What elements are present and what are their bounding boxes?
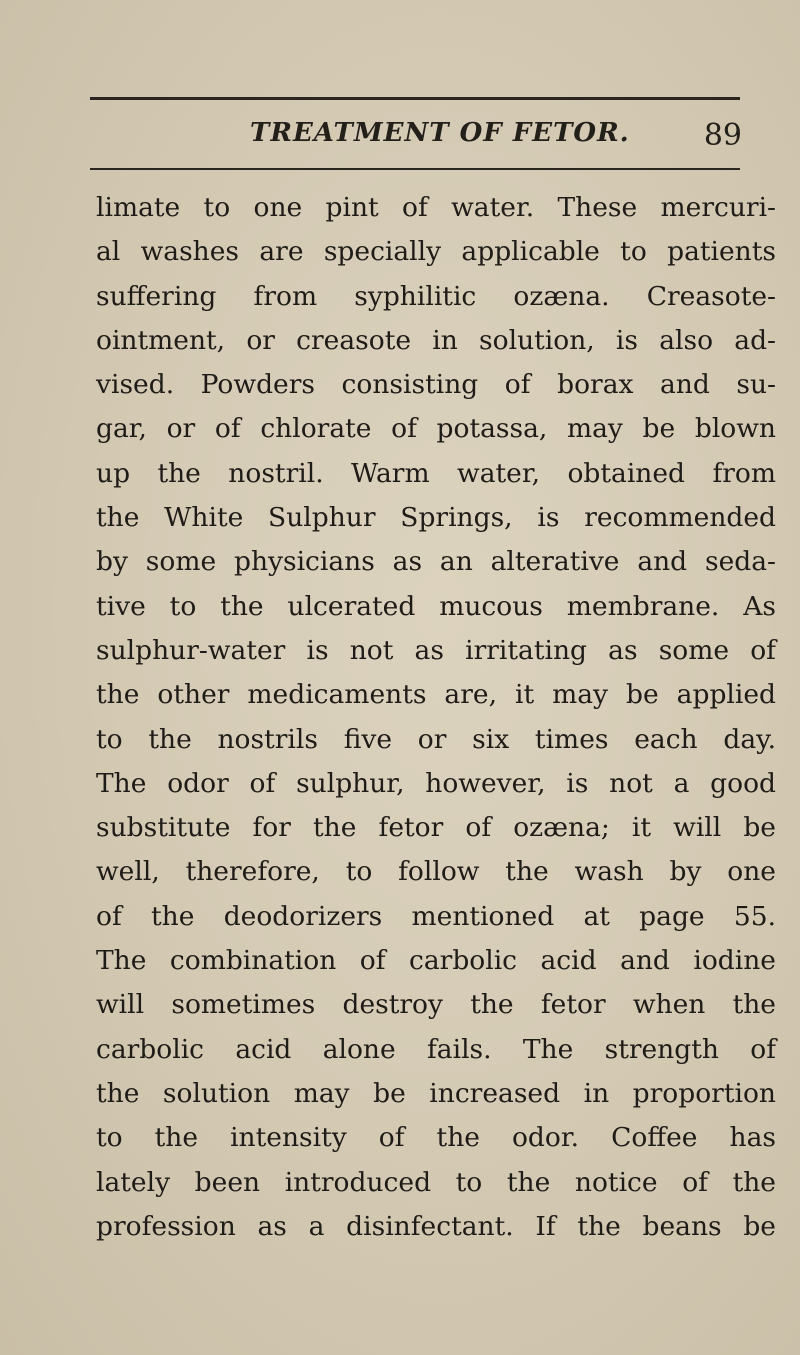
text-line: profession as a disinfectant. If the beans be: [96, 1210, 776, 1242]
text-line: the solution may be increased in proportion: [96, 1077, 776, 1109]
page-number: 89: [703, 118, 742, 153]
text-line: up the nostril. Warm water, obtained from: [96, 457, 776, 489]
text-line: of the deodorizers mentioned at page 55.: [96, 900, 776, 932]
text-line: to the intensity of the odor. Coffee has: [96, 1122, 776, 1154]
text-line: the White Sulphur Springs, is recommended: [96, 502, 776, 534]
text-line: by some physicians as an alterative and seda-: [96, 546, 776, 578]
text-line: well, therefore, to follow the wash by one: [96, 856, 776, 888]
text-line: The odor of sulphur, however, is not a good: [96, 767, 776, 799]
text-line: substitute for the fetor of ozæna; it will be: [96, 812, 776, 844]
text-line: limate to one pint of water. These mercuri-: [96, 192, 776, 223]
text-line: sulphur-water is not as irritating as some of: [96, 634, 776, 666]
text-line: suffering from syphilitic ozæna. Creasote-: [96, 280, 776, 312]
header-rule: [90, 168, 740, 170]
text-line: carbolic acid alone fails. The strength of: [96, 1033, 776, 1065]
text-line: will sometimes destroy the fetor when the: [96, 989, 776, 1021]
text-line: al washes are specially applicable to patients: [96, 236, 776, 268]
body-text: [96, 186, 776, 1249]
text-line: lately been introduced to the notice of the: [96, 1166, 776, 1198]
top-rule: [90, 97, 740, 100]
text-line: gar, or of chlorate of potassa, may be blown: [96, 413, 776, 445]
running-head: [90, 118, 742, 162]
text-line: ointment, or creasote in solution, is also ad-: [96, 324, 776, 356]
text-line: to the nostrils five or six times each day.: [96, 723, 776, 755]
text-line: vised. Powders consisting of borax and su-: [96, 369, 776, 401]
text-line: tive to the ulcerated mucous membrane. As: [96, 590, 776, 622]
running-title: TREATMENT OF FETOR.: [250, 118, 630, 148]
text-line: the other medicaments are, it may be applied: [96, 679, 776, 711]
text-line: The combination of carbolic acid and iodine: [96, 945, 776, 977]
